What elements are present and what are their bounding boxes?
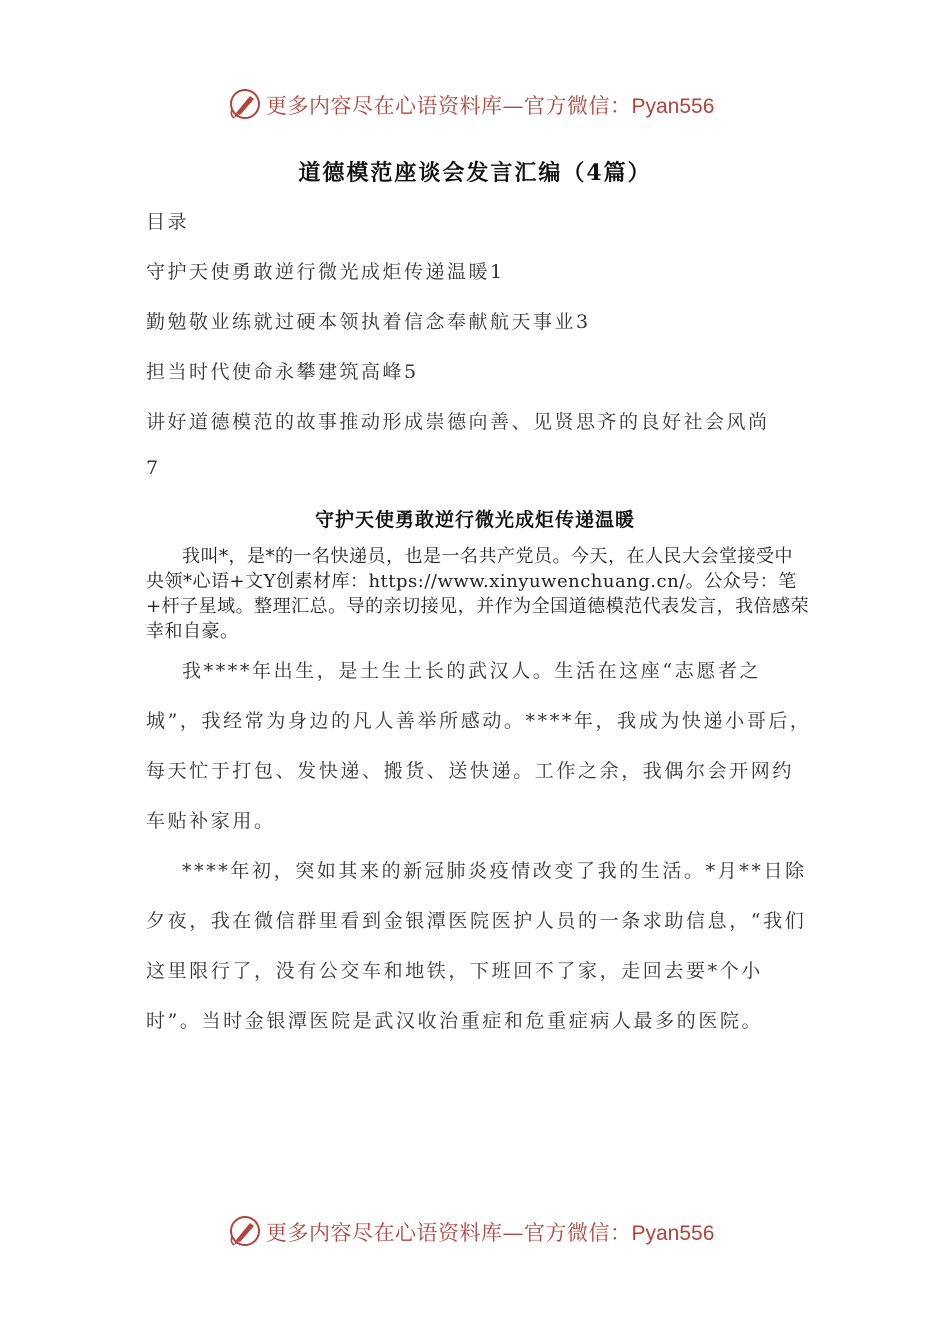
footer-banner: [0, 1211, 950, 1251]
banner-wechat-label: 官方微信：: [524, 1221, 632, 1245]
banner-dash: —: [502, 1221, 524, 1245]
toc-heading: 目录: [146, 211, 190, 233]
pen-logo-icon: [228, 1214, 262, 1248]
banner-main-text: 更多内容尽在心语资料库: [266, 94, 503, 118]
toc-item: 担当时代使命永攀建筑高峰5: [146, 361, 419, 383]
banner-dash: —: [502, 94, 524, 118]
banner-wechat-label: 官方微信：: [524, 94, 632, 118]
banner-text: [266, 90, 714, 120]
toc-item: 讲好道德模范的故事推动形成崇德向善、见贤思齐的良好社会风尚: [146, 411, 770, 433]
toc-item-page: 7: [146, 457, 161, 479]
banner-wechat-id: Pyan556: [631, 1222, 715, 1245]
header-banner: [0, 84, 950, 124]
banner-wechat-id: Pyan556: [631, 95, 715, 118]
banner-text: [266, 1217, 714, 1247]
body-paragraph: ****年初，突如其来的新冠肺炎疫情改变了我的生活。*月**日除夕夜，我在微信群里看到金银潭医院医护人员的一条求助信息，“我们这里限行了，没有公交车和地铁，下班回不了家，走回去要*个小时”。当时金银潭医院是武汉收治重症和危重症病人最多的医院。: [146, 860, 807, 1032]
toc-item: 勤勉敬业练就过硬本领执着信念奉献航天事业3: [146, 311, 591, 333]
body-paragraph: 我叫*，是*的一名快递员，也是一名共产党员。今天，在人民大会堂接受中央领*心语+文Y创素材库：https://www.xinyuwenchuang.cn/。公众号：笔+杆子星域。整理汇总。导的亲切接见，并作为全国道德模范代表发言，我倍感荣幸和自豪。: [146, 546, 810, 642]
pen-logo-icon: [228, 87, 262, 121]
toc-item: 守护天使勇敢逆行微光成炬传递温暖1: [146, 261, 505, 283]
body-paragraph: 我****年出生，是土生土长的武汉人。生活在这座“志愿者之城”，我经常为身边的凡人善举所感动。****年，我成为快递小哥后，每天忙于打包、发快递、搬货、送快递。工作之余，我偶尔会开网约车贴补家用。: [146, 660, 812, 832]
document-title: 道德模范座谈会发言汇编（4篇）: [298, 160, 652, 186]
banner-main-text: 更多内容尽在心语资料库: [266, 1221, 503, 1245]
section-title: 守护天使勇敢逆行微光成炬传递温暖: [314, 509, 635, 531]
